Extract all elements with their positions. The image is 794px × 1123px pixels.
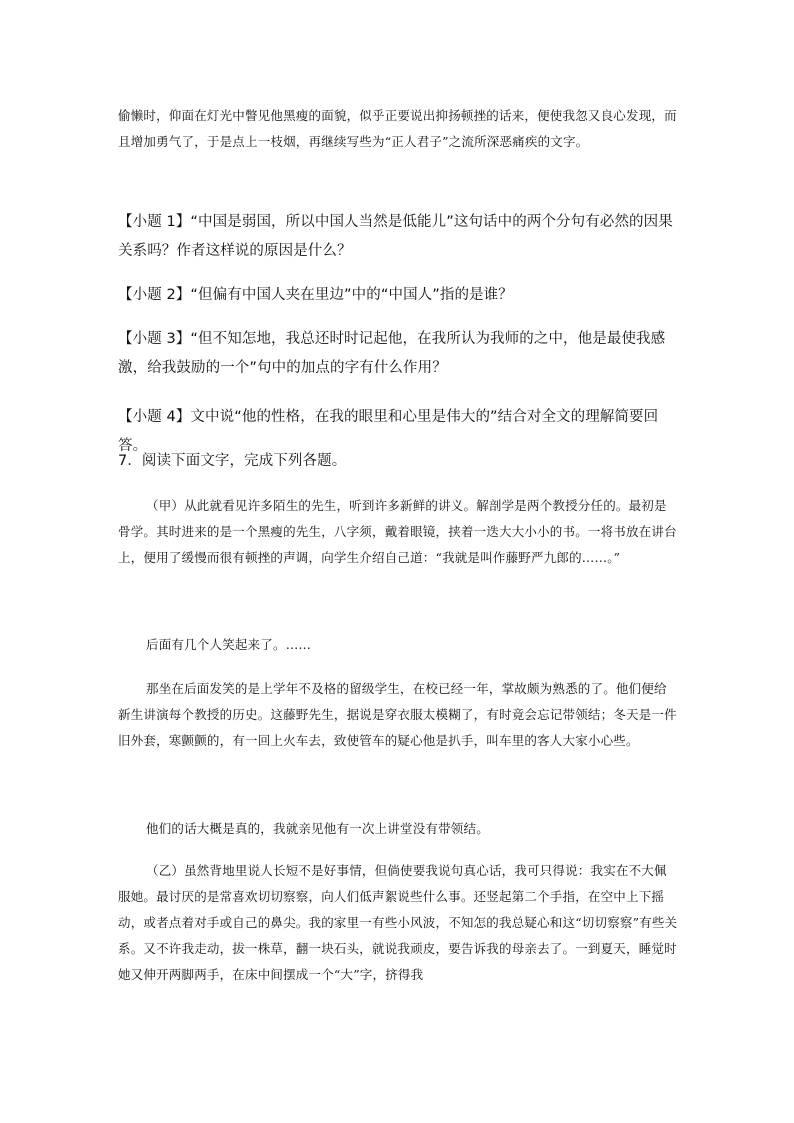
passage-b-paragraph: （乙）虽然背地里说人长短不是好事情，但倘使要我说句真心话，我可只得说：我实在不大佩服她。最讨厌的是常喜欢切切察察，向人们低声絮说些什么事。还竖起第二个手指，在空中上下摇动，或者点着对手或自己的鼻尖。我的家里一有些小风波，不知怎的我总疑心和这“切切察察”有些关系。又不许我走动，拔一株草，翻一块石头，就说我顽皮，要告诉我的母亲去了。一到夏天，睡觉时她又伸开两脚两手，在床中间摆成一个“大”字，挤得我 (118, 863, 678, 982)
passage-a-paragraph-1: （甲）从此就看见许多陌生的先生，听到许多新鲜的讲义。解剖学是两个教授分任的。最初是骨学。其时进来的是一个黑瘦的先生，八字须，戴着眼镜，挟着一迭大大小小的书。一将书放在讲台上，便用了缓慢而很有顿挫的声调，向学生介绍自己道：“我就是叫作藤野严九郎的……。” (118, 498, 677, 565)
passage-a-paragraph-3: 那坐在后面发笑的是上学年不及格的留级学生，在校已经一年，掌故颇为熟悉的了。他们便给新生讲演每个教授的历史。这藤野先生，据说是穿衣服太模糊了，有时竟会忘记带领结；冬天是一件旧外套，寒颤颤的，有一回上火车去，致使管车的疑心他是扒手，叫车里的客人大家小心些。 (118, 681, 677, 748)
passage-intro-paragraph: 偷懒时，仰面在灯光中瞥见他黑瘦的面貌，似乎正要说出抑扬顿挫的话来，便使我忽又良心发现，而且增加勇气了，于是点上一枝烟，再继续写些为“正人君子”之流所深恶痛疾的文字。 (118, 108, 677, 149)
question-4: 【小题 4】文中说“他的性格，在我的眼里和心里是伟大的”结合对全文的理解简要回答。 (118, 409, 659, 454)
passage-a-paragraph-4: 他们的话大概是真的，我就亲见他有一次上讲堂没有带领结。 (146, 821, 489, 836)
section-7-heading: 7．阅读下面文字，完成下列各题。 (118, 453, 347, 469)
passage-a-paragraph-2: 后面有几个人笑起来了。…… (146, 637, 312, 652)
question-2: 【小题 2】“但偏有中国人夹在里边”中的“中国人”指的是谁？ (118, 287, 513, 303)
question-1: 【小题 1】“中国是弱国，所以中国人当然是低能儿”这句话中的两个分句有必然的因果关系吗？作者这样说的原因是什么？ (118, 214, 673, 259)
question-3: 【小题 3】“但不知怎地，我总还时时记起他，在我所认为我师的之中，他是最使我感激，给我鼓励的一个”句中的加点的字有什么作用？ (118, 331, 666, 376)
